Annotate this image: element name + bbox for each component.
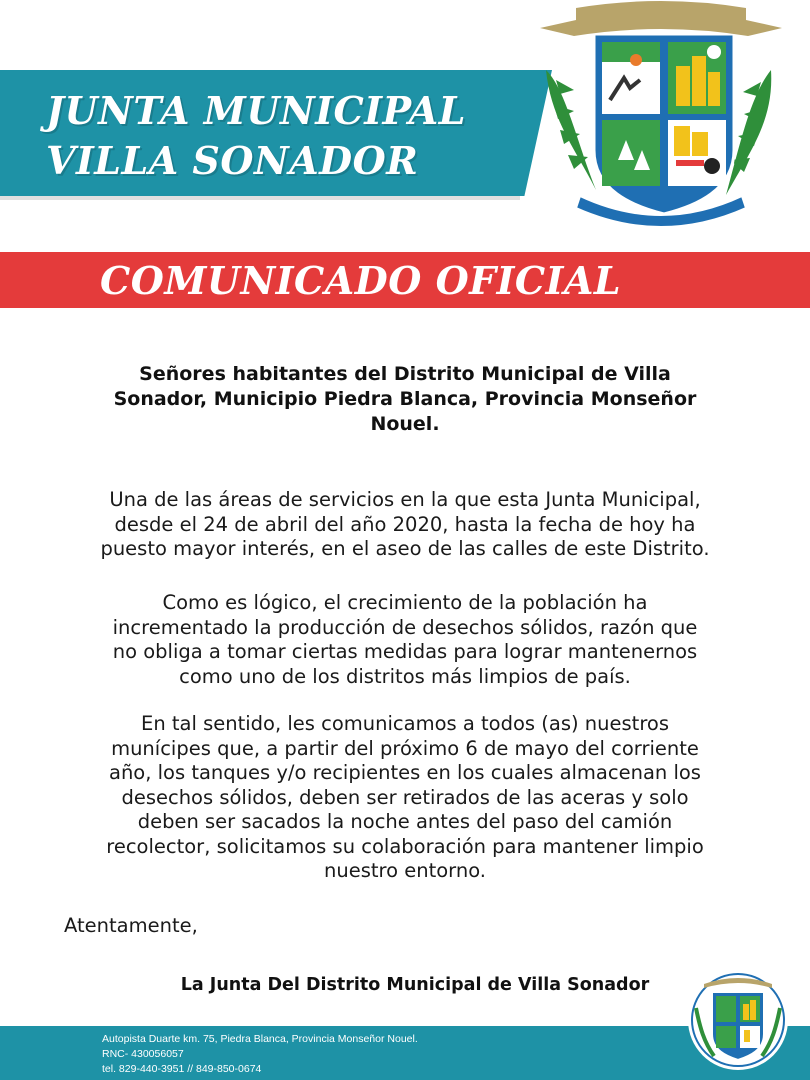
text-line: como uno de los distritos más limpios de país.	[179, 664, 631, 688]
addressee	[70, 362, 740, 437]
page-title-line1: JUNTA MUNICIPAL	[46, 88, 467, 133]
text-line: Una de las áreas de servicios en la que esta Junta Municipal,	[109, 488, 701, 511]
footer-rnc: RNC- 430056057	[102, 1048, 184, 1060]
body-paragraph-1	[60, 488, 750, 562]
text-line: año, los tanques y/o recipientes en los cuales almacenan los	[109, 761, 701, 784]
text-line: Como es lógico, el crecimiento de la población ha	[162, 591, 648, 614]
header-band-shadow	[0, 196, 520, 200]
addressee-line: Sonador, Municipio Piedra Blanca, Provincia Monseñor	[113, 388, 697, 410]
text-line: desechos sólidos, deben ser retirados de las aceras y solo	[121, 785, 689, 809]
footer-phone: tel. 829-440-3951 // 849-850-0674	[102, 1063, 262, 1075]
municipal-crest-logo	[536, 0, 786, 240]
closing-salutation: Atentamente,	[64, 914, 198, 937]
text-line: incrementado la producción de desechos sólidos, razón que	[112, 615, 698, 639]
footer-address: Autopista Duarte km. 75, Piedra Blanca, Provincia Monseñor Nouel.	[102, 1033, 418, 1045]
text-line: munícipes que, a partir del próximo 6 de mayo del corriente	[111, 736, 699, 760]
body-paragraph-3	[60, 712, 750, 884]
addressee-line: Señores habitantes del Distrito Municipal de Villa	[139, 363, 671, 385]
text-line: En tal sentido, les comunicamos a todos (as) nuestros	[141, 712, 669, 735]
body-paragraph-2	[60, 591, 750, 689]
text-line: deben ser sacados la noche antes del paso del camión	[137, 810, 673, 833]
page-title-line2: VILLA SONADOR	[46, 138, 419, 183]
signature: La Junta Del Distrito Municipal de Villa Sonador	[180, 975, 650, 995]
text-line: no obliga a tomar ciertas medidas para lograr mantenernos	[112, 640, 698, 663]
text-line: desde el 24 de abril del año 2020, hasta la fecha de hoy ha	[114, 512, 696, 536]
text-line: puesto mayor interés, en el aseo de las calles de este Distrito.	[100, 537, 710, 560]
small-crest-logo	[686, 968, 790, 1072]
addressee-line: Nouel.	[370, 413, 440, 435]
text-line: nuestro entorno.	[324, 859, 486, 882]
text-line: recolector, solicitamos su colaboración para mantener limpio	[106, 834, 704, 858]
banner-title: COMUNICADO OFICIAL	[100, 258, 622, 303]
